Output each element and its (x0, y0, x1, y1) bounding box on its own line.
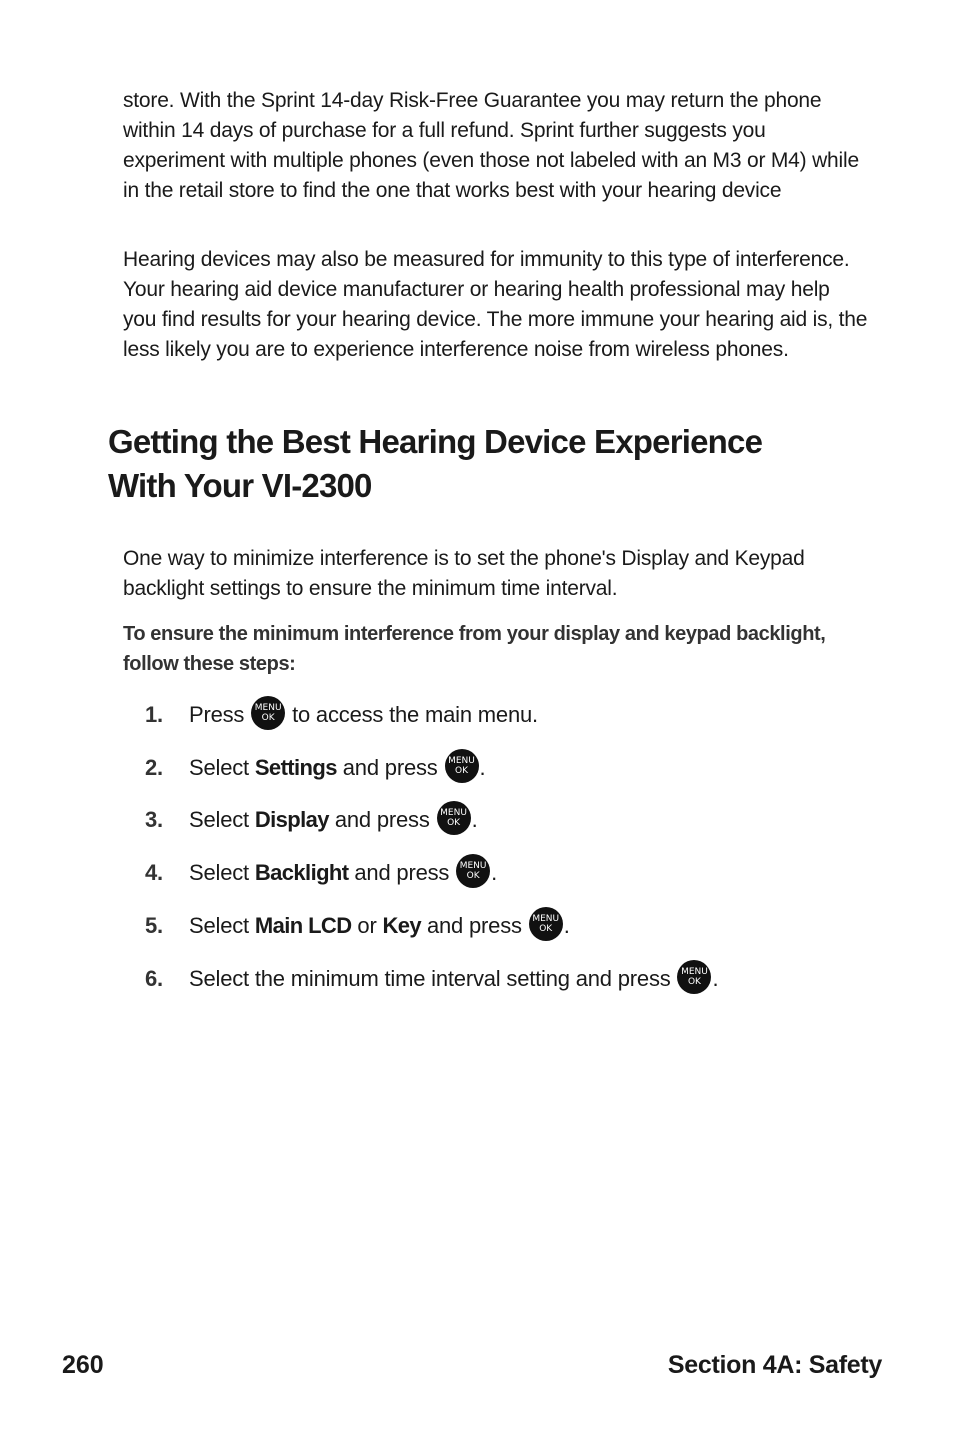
step-number: 1. (145, 702, 163, 727)
step-text: Press (189, 702, 251, 727)
step-text: or (351, 913, 383, 938)
menu-ok-key-icon: MENU OK (456, 854, 490, 888)
step-text: Select (189, 860, 255, 885)
step-text: and press (336, 755, 444, 780)
menu-ok-key-icon: MENU OK (677, 960, 711, 994)
step-number: 4. (145, 860, 163, 885)
paragraph-continuation: store. With the Sprint 14-day Risk-Free Guarantee you may return the phone within 14 days of purchase for a full refund. Sprint further suggests you experiment with multiple phones (even those not labeled with an M3 or M4) while in the retail store to find the one that works best with your hearing device (123, 89, 859, 202)
paragraph-immunity: Hearing devices may also be measured for immunity to this type of interference. Your hearing aid device manufacturer or hearing health professional may help you find results for your hearing device. The more immune your hearing aid is, the less likely you are to experience interference noise from wireless phones. (123, 248, 868, 361)
step-text: Select (189, 913, 255, 938)
menu-option-settings: Settings (254, 755, 337, 780)
step-text: Select (189, 807, 255, 832)
step-text: and press (348, 860, 456, 885)
menu-ok-key-icon: MENU OK (251, 696, 285, 730)
steps-lead-in: To ensure the minimum interference from your display and keypad backlight, follow these steps: (123, 623, 826, 675)
step-1 (145, 696, 905, 734)
menu-ok-key-icon: MENU OK (445, 749, 479, 783)
section-heading (108, 420, 908, 508)
step-text: . (563, 913, 570, 938)
step-text: . (479, 755, 486, 780)
step-text: to access the main menu. (286, 702, 538, 727)
menu-option-main-lcd: Main LCD (254, 913, 352, 938)
heading-line-2: With Your VI-2300 (108, 467, 372, 504)
menu-ok-key-icon: MENU OK (529, 907, 563, 941)
heading-line-1: Getting the Best Hearing Device Experience (108, 423, 763, 460)
step-text: . (491, 860, 498, 885)
step-number: 6. (145, 966, 163, 991)
menu-option-key: Key (382, 913, 422, 938)
step-number: 5. (145, 913, 163, 938)
menu-option-backlight: Backlight (254, 860, 349, 885)
step-text: Select the minimum time interval setting and press (189, 966, 677, 991)
step-3 (145, 801, 905, 839)
step-number: 3. (145, 807, 163, 832)
page-number: 260 (62, 1351, 104, 1379)
paragraph-intro: One way to minimize interference is to set the phone's Display and Keypad backlight settings to ensure the minimum time interval. (123, 547, 805, 600)
menu-option-display: Display (254, 807, 329, 832)
step-text: Select (189, 755, 255, 780)
step-number: 2. (145, 755, 163, 780)
menu-ok-key-icon: MENU OK (437, 801, 471, 835)
step-text: . (471, 807, 478, 832)
step-5 (145, 907, 905, 945)
step-2 (145, 749, 905, 787)
step-text: and press (421, 913, 528, 938)
step-text: and press (328, 807, 436, 832)
step-6 (145, 960, 905, 998)
section-label: Section 4A: Safety (667, 1351, 882, 1379)
step-text: . (712, 966, 719, 991)
step-4 (145, 854, 905, 892)
